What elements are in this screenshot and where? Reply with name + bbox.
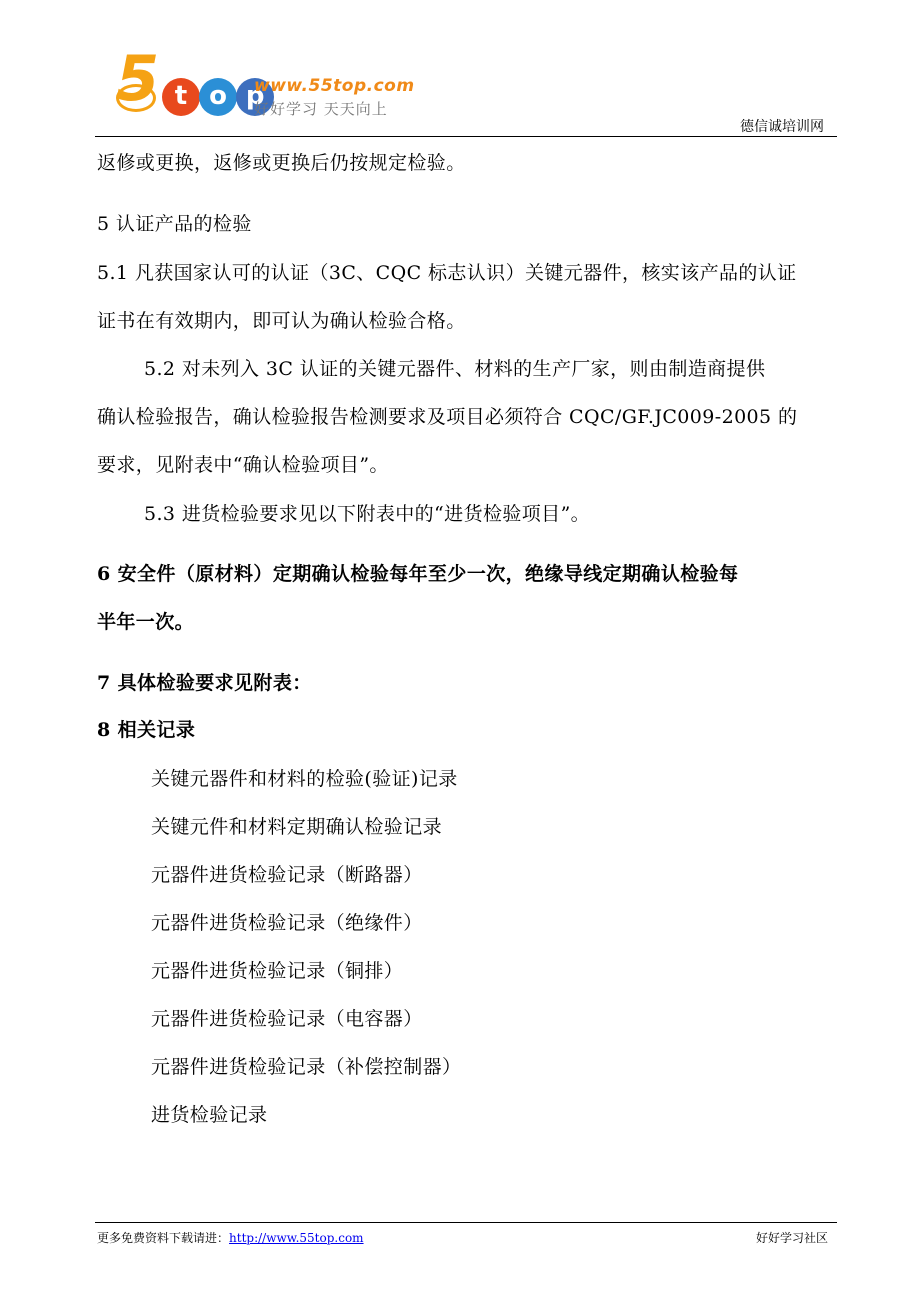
record-item-4: 元器件进货检验记录（绝缘件） <box>151 912 423 934</box>
section-8-heading: 8 相关记录 <box>97 719 196 741</box>
record-item-8: 进货检验记录 <box>151 1104 268 1126</box>
section-5-heading: 5 认证产品的检验 <box>97 213 252 235</box>
footer-right: 好好学习社区 <box>755 1231 828 1245</box>
site-logo[interactable] <box>108 42 428 130</box>
logo-letter-t: t <box>162 78 200 116</box>
section-6-heading-a: 6 安全件（原材料）定期确认检验每年至少一次，绝缘导线定期确认检验每 <box>97 563 739 585</box>
body-line-5-3: 5.3 进货检验要求见以下附表中的“进货检验项目”。 <box>144 503 591 525</box>
record-item-7: 元器件进货检验记录（补偿控制器） <box>151 1056 462 1078</box>
footer-divider <box>95 1222 837 1223</box>
logo-number: 5 <box>116 42 156 115</box>
record-item-3: 元器件进货检验记录（断路器） <box>151 864 423 886</box>
site-name: 德信诚培训网 <box>740 119 824 135</box>
body-line-5-1a: 5.1 凡获国家认可的认证（3C、CQC 标志认识）关键元器件，核实该产品的认证 <box>97 262 797 284</box>
body-line-5-2c: 要求，见附表中“确认检验项目”。 <box>97 454 389 476</box>
record-item-5: 元器件进货检验记录（铜排） <box>151 960 404 982</box>
footer-download-text: 更多免费资料下载请进： <box>97 1231 230 1245</box>
record-item-6: 元器件进货检验记录（电容器） <box>151 1008 423 1030</box>
section-7-heading: 7 具体检验要求见附表： <box>97 672 312 694</box>
header-divider <box>95 136 837 137</box>
logo-url: www.55top.com <box>254 76 415 96</box>
body-line-5-2b: 确认检验报告，确认检验报告检测要求及项目必须符合 CQC/GF.JC009-2005 的 <box>97 406 798 428</box>
logo-letter-o: o <box>199 78 237 116</box>
record-item-1: 关键元器件和材料的检验(验证)记录 <box>151 768 458 790</box>
footer-link[interactable]: http://www.55top.com <box>229 1231 364 1245</box>
body-line-5-1b: 证书在有效期内，即可认为确认检验合格。 <box>97 310 466 332</box>
logo-letters <box>162 78 268 128</box>
logo-letter-p: p <box>236 78 274 116</box>
footer-left <box>97 1229 364 1246</box>
record-item-2: 关键元件和材料定期确认检验记录 <box>151 816 443 838</box>
logo-slogan: 好好学习 天天向上 <box>254 100 388 118</box>
body-line-5-2a: 5.2 对未列入 3C 认证的关键元器件、材料的生产厂家，则由制造商提供 <box>144 358 766 380</box>
section-6-heading-b: 半年一次。 <box>97 611 195 633</box>
body-line-1: 返修或更换，返修或更换后仍按规定检验。 <box>97 152 466 174</box>
page-header <box>0 0 920 140</box>
